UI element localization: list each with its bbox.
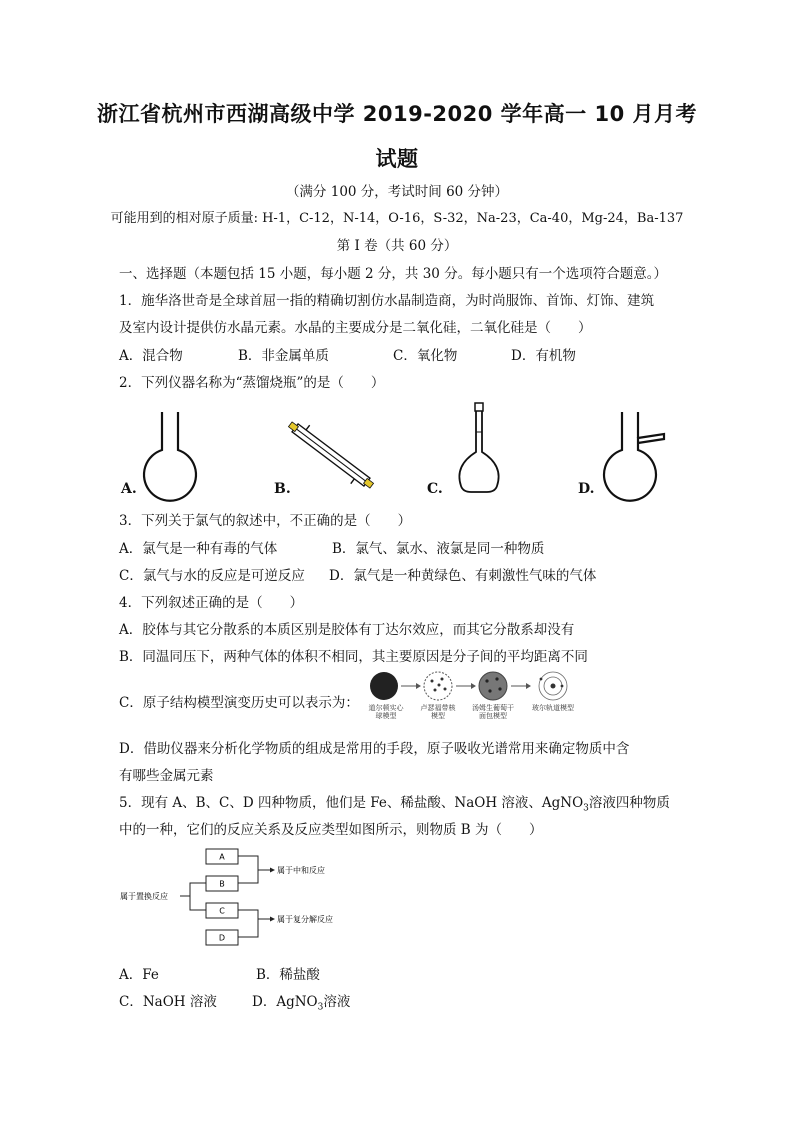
q1-option-c: C．氧化物 [393, 348, 458, 364]
round-bottom-flask-icon [140, 410, 200, 500]
condenser-icon [284, 418, 379, 493]
label-double-decomposition: 属于复分解反应 [277, 915, 333, 924]
q3-option-c: C．氯气与水的反应是可逆反应 [119, 568, 305, 584]
q2-option-d: D. [578, 481, 595, 497]
reaction-diagram [118, 845, 358, 955]
q4-option-d-line1: D．借助仪器来分析化学物质的组成是常用的手段，原子吸收光谱常用来确定物质中含 [119, 741, 630, 757]
volume-title: 第 I 卷（共 60 分） [336, 238, 458, 254]
q1-option-d: D．有机物 [511, 348, 576, 364]
q5-option-c: C．NaOH 溶液 [119, 994, 217, 1010]
q5-option-a: A．Fe [119, 967, 159, 983]
label-replacement: 属于置换反应 [120, 892, 168, 901]
q5-option-b: B．稀盐酸 [256, 967, 320, 983]
distillation-flask-icon [602, 410, 672, 500]
box-b: B [219, 879, 225, 889]
q3-option-b: B．氯气、氯水、液氯是同一种物质 [332, 541, 545, 557]
q4-option-c: C．原子结构模型演变历史可以表示为： [119, 695, 359, 711]
q2-stem: 2．下列仪器名称为“蒸馏烧瓶”的是（ ） [119, 375, 385, 391]
plum-pudding-model-icon [479, 672, 507, 700]
model-caption-1: 道尔顿实心球模型 [368, 704, 404, 720]
q4-option-d-line2: 有哪些金属元素 [119, 768, 214, 784]
box-a: A [219, 852, 225, 862]
q5-option-d: D．AgNO$_3$溶液 [252, 994, 351, 1013]
box-c: C [219, 906, 225, 916]
q1-option-b: B．非金属单质 [238, 348, 329, 364]
model-caption-4: 玻尔轨道模型 [532, 704, 574, 712]
q1-stem-line1: 1．施华洛世奇是全球首屈一指的精确切割仿水晶制造商，为时尚服饰、首饰、灯饰、建筑 [119, 293, 655, 309]
section-heading: 一、选择题（本题包括 15 小题，每小题 2 分，共 30 分。每小题只有一个选项符合题意。） [119, 266, 667, 282]
score-note: （满分 100 分，考试时间 60 分钟） [285, 184, 509, 200]
bohr-model-icon [539, 672, 567, 700]
box-d: D [218, 933, 226, 943]
thomson-model-icon [424, 672, 452, 700]
q4-option-a: A．胶体与其它分散系的本质区别是胶体有丁达尔效应，而其它分散系却没有 [119, 622, 575, 638]
q3-option-d: D．氯气是一种黄绿色、有刺激性气味的气体 [329, 568, 597, 584]
q2-option-a: A. [121, 481, 137, 497]
exam-title-line2: 试题 [375, 147, 419, 171]
label-neutralization: 属于中和反应 [277, 866, 325, 875]
exam-title-line1: 浙江省杭州市西湖高级中学 2019-2020 学年高一 10 月月考 [96, 102, 698, 126]
q1-stem-line2: 及室内设计提供仿水晶元素。水晶的主要成分是二氧化硅，二氧化硅是（ ） [119, 320, 592, 336]
q5-stem-line1: 5．现有 A、B、C、D 四种物质，他们是 Fe、稀盐酸、NaOH 溶液、AgNO$_3$溶液四种物质 [119, 795, 670, 814]
atomic-masses: 可能用到的相对原子质量: H-1，C-12，N-14，O-16，S-32，Na-23，Ca-40，Mg-24，Ba-137 [110, 211, 684, 226]
q1-option-a: A．混合物 [119, 348, 183, 364]
q5-stem-line2: 中的一种，它们的反应关系及反应类型如图所示，则物质 B 为（ ） [119, 822, 543, 838]
model-caption-2: 卢瑟福带核模型 [420, 704, 456, 720]
q3-option-a: A．氯气是一种有毒的气体 [119, 541, 278, 557]
q4-option-b: B．同温同压下，两种气体的体积不相同，其主要原因是分子间的平均距离不同 [119, 649, 588, 665]
q2-option-c: C. [427, 481, 443, 497]
q4-stem: 4．下列叙述正确的是（ ） [119, 595, 304, 611]
q2-option-b: B. [274, 481, 291, 497]
dalton-model-icon [370, 672, 398, 700]
q3-stem: 3．下列关于氯气的叙述中，不正确的是（ ） [119, 513, 412, 529]
atomic-model-diagram [368, 670, 583, 702]
volumetric-flask-icon [455, 402, 505, 494]
model-caption-3: 汤姆生葡萄干面包模型 [472, 704, 514, 720]
